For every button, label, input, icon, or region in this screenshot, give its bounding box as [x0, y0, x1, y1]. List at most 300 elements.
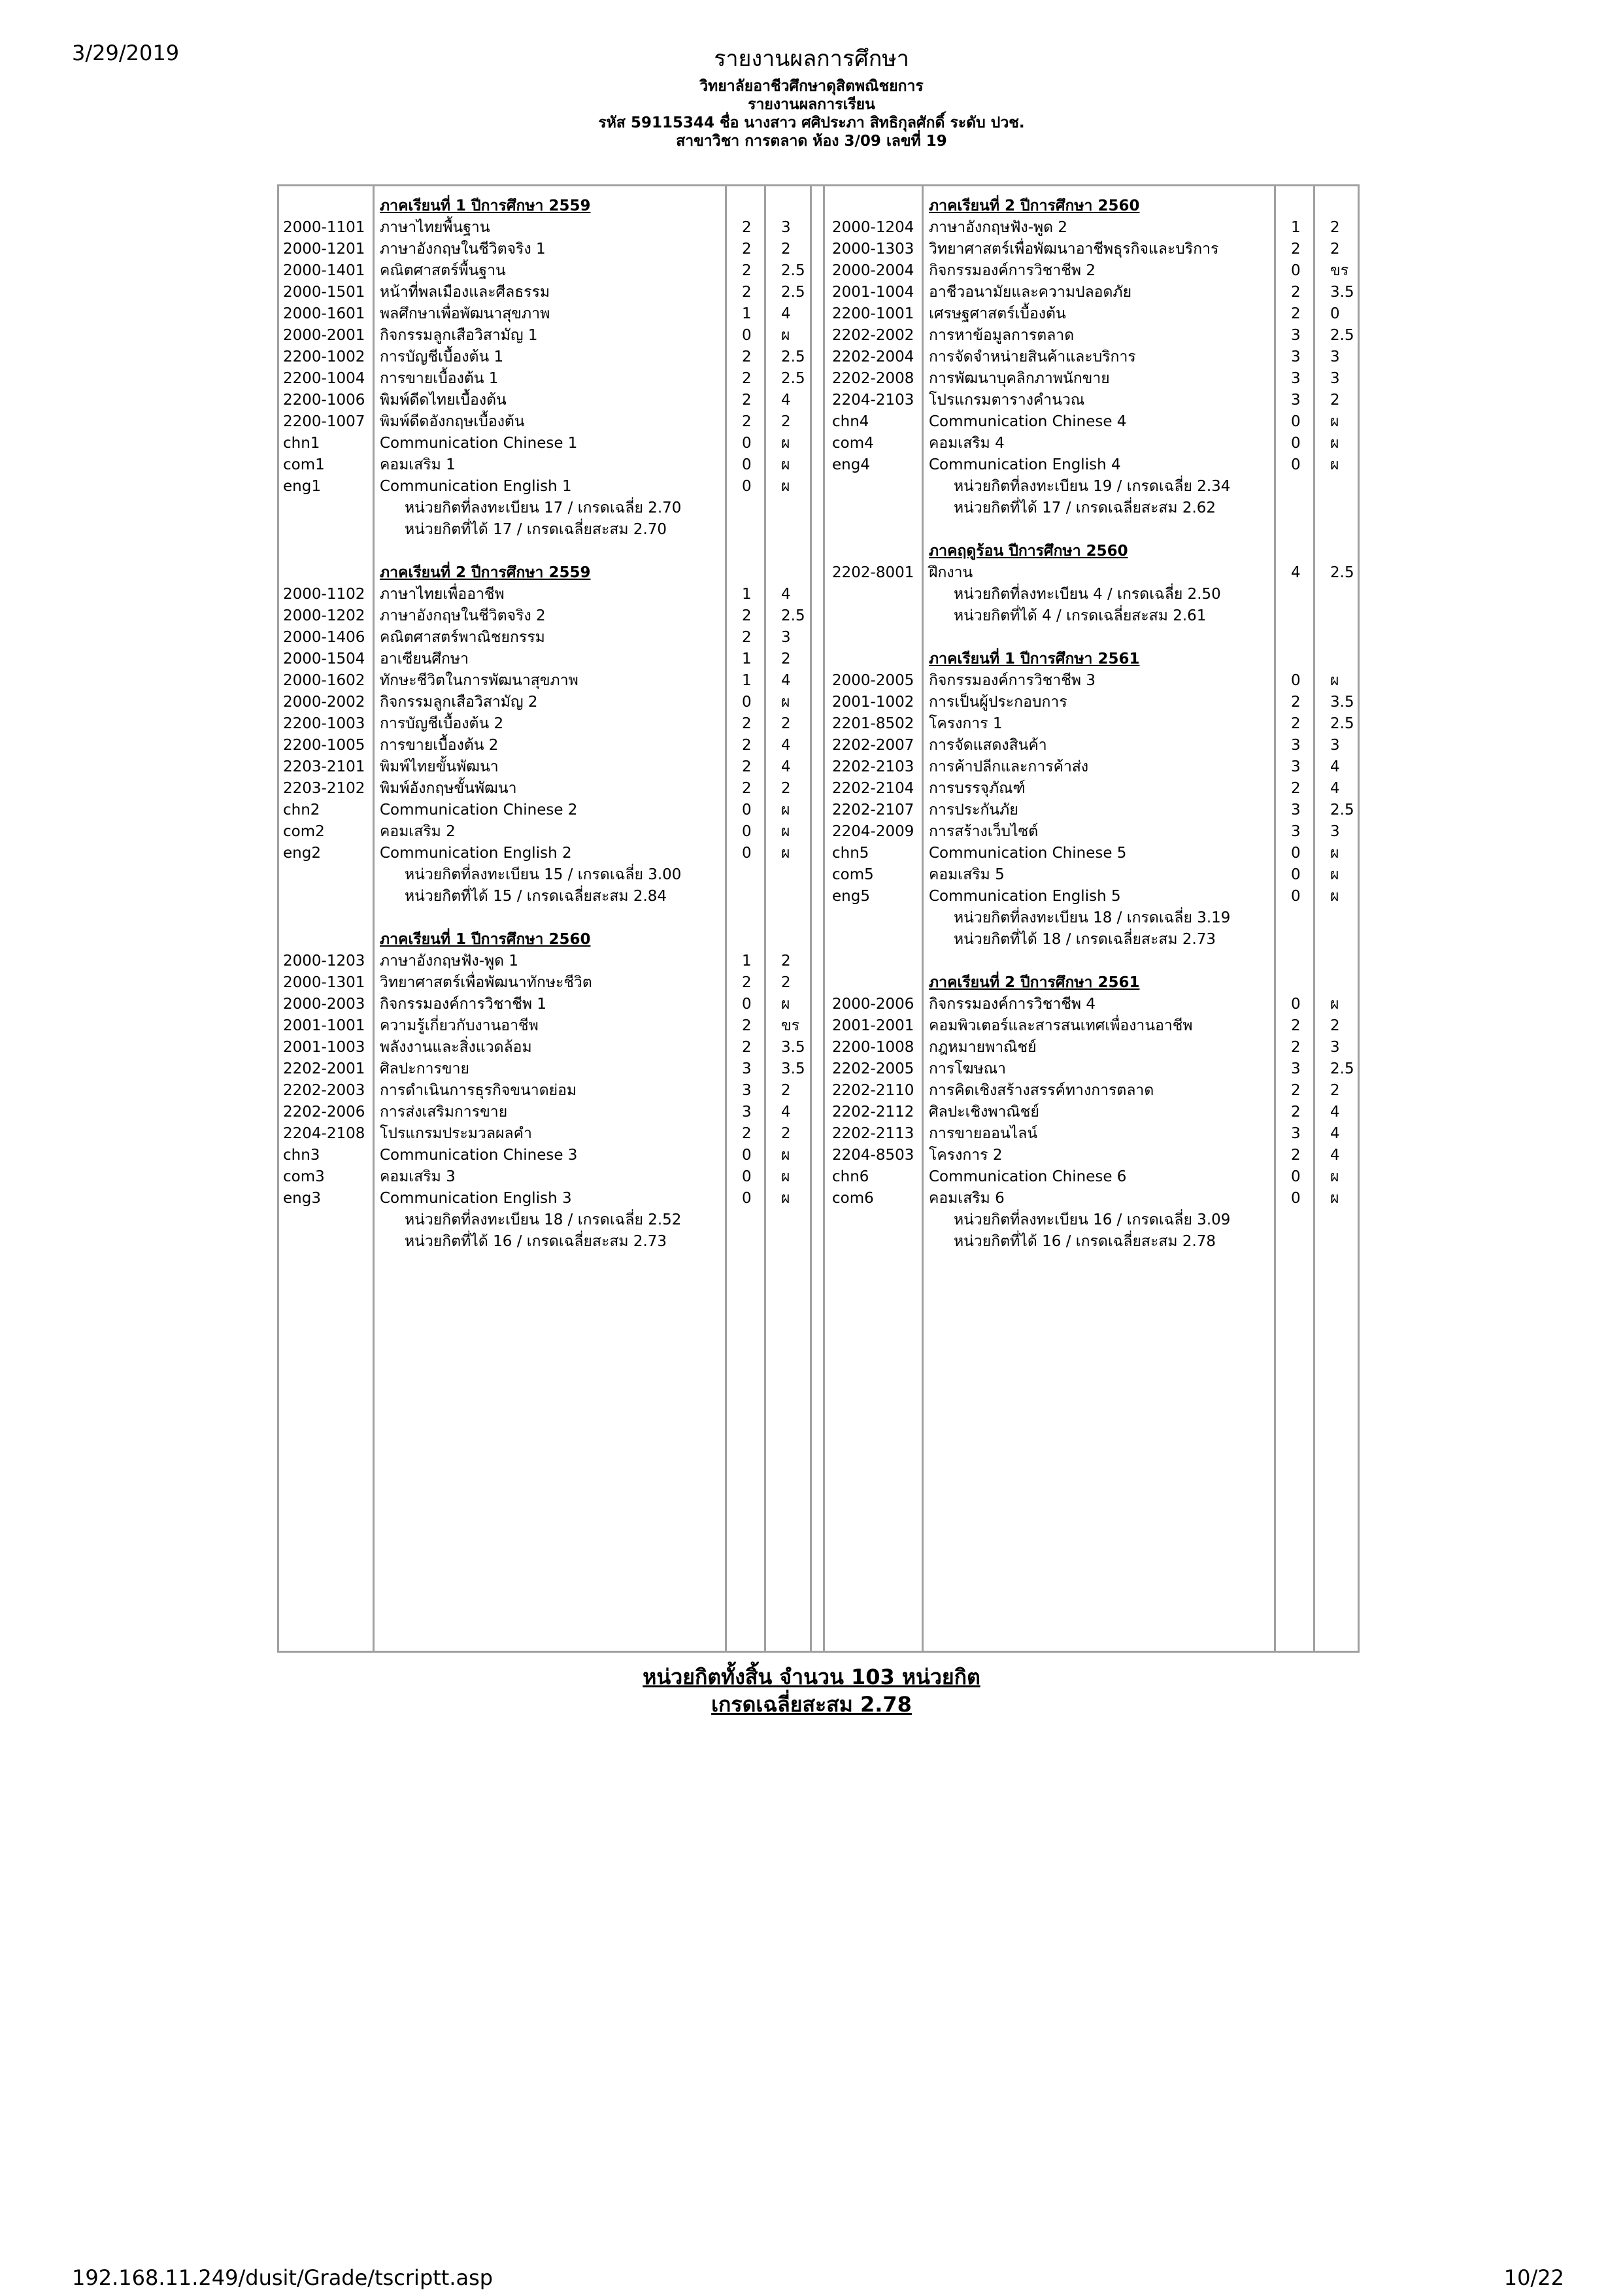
- course-name: พลังงานและสิ่งแวดล้อม: [380, 1039, 532, 1056]
- semester-summary: [279, 929, 1358, 951]
- course-name: Communication English 4: [929, 456, 1121, 473]
- course-credits: 1: [742, 650, 752, 667]
- course-row: [279, 1166, 1358, 1188]
- course-credits: 2: [742, 607, 752, 624]
- course-name: กิจกรรมลูกเสือวิสามัญ 2: [380, 694, 538, 711]
- course-credits: 2: [742, 974, 752, 991]
- course-credits: 0: [742, 1147, 752, 1164]
- course-name: การโฆษณา: [929, 1060, 1007, 1077]
- semester-title: ภาคเรียนที่ 2 ปีการศึกษา 2559: [380, 564, 591, 581]
- course-row: [279, 562, 1358, 584]
- course-grade: 4: [781, 392, 791, 409]
- course-grade: 2: [1330, 1017, 1340, 1034]
- summary-text: หน่วยกิตที่ได้ 16 / เกรดเฉลี่ยสะสม 2.78: [954, 1233, 1216, 1250]
- grade-table: [277, 184, 1360, 1653]
- course-name: พิมพ์ไทยขั้นพัฒนา: [380, 758, 499, 775]
- course-row: [279, 1058, 1358, 1080]
- course-name: คอมเสริม 1: [380, 456, 456, 473]
- course-name: พิมพ์ดีดไทยเบื้องต้น: [380, 392, 507, 409]
- course-grade: ผ: [1330, 1190, 1339, 1207]
- course-name: Communication English 1: [380, 478, 572, 495]
- course-name: การขายเบื้องต้น 1: [380, 370, 499, 387]
- course-code: eng2: [283, 845, 321, 862]
- course-name: โครงการ 2: [929, 1147, 1003, 1164]
- course-credits: 2: [742, 348, 752, 365]
- course-grade: 4: [781, 586, 791, 603]
- course-name: คอมเสริม 6: [929, 1190, 1005, 1207]
- course-grade: 3: [1330, 370, 1340, 387]
- course-code: 2000-1602: [283, 672, 365, 689]
- course-credits: 2: [742, 1017, 752, 1034]
- course-code: 2000-1301: [283, 974, 365, 991]
- course-code: 2202-2104: [832, 780, 914, 797]
- course-credits: 0: [1291, 1168, 1301, 1185]
- course-name: Communication English 2: [380, 845, 572, 862]
- course-row: [279, 282, 1358, 303]
- course-grade: 3.5: [1330, 694, 1354, 711]
- course-credits: 0: [1291, 456, 1301, 473]
- course-credits: 0: [1291, 435, 1301, 452]
- course-credits: 0: [742, 996, 752, 1013]
- course-grade: 2: [781, 1125, 791, 1142]
- course-code: 2200-1006: [283, 392, 365, 409]
- course-grade: ผ: [781, 327, 790, 344]
- course-credits: 0: [742, 1168, 752, 1185]
- course-code: 2000-2006: [832, 996, 914, 1013]
- course-code: chn1: [283, 435, 320, 452]
- course-grade: 3.5: [1330, 284, 1354, 301]
- course-name: หน้าที่พลเมืองและศีลธรรม: [380, 284, 550, 301]
- course-credits: 3: [742, 1082, 752, 1099]
- course-grade: 2: [781, 650, 791, 667]
- course-grade: ขร: [781, 1017, 800, 1034]
- summary-text: หน่วยกิตที่ได้ 4 / เกรดเฉลี่ยสะสม 2.61: [954, 607, 1207, 624]
- course-grade: 4: [1330, 1147, 1340, 1164]
- course-credits: 0: [742, 435, 752, 452]
- course-grade: 2: [781, 715, 791, 732]
- course-code: 2000-2004: [832, 262, 914, 279]
- course-code: eng5: [832, 888, 870, 905]
- course-grade: 2: [781, 1082, 791, 1099]
- course-name: การประกันภัย: [929, 802, 1018, 819]
- course-grade: 2.5: [781, 284, 805, 301]
- course-credits: 2: [1291, 1104, 1301, 1121]
- student-info: รหัส 59115344 ชื่อ นางสาว ศศิประภา สิทธิกุลศักดิ์ ระดับ ปวช.: [598, 114, 1025, 131]
- course-row: [279, 692, 1358, 713]
- course-code: 2204-8503: [832, 1147, 914, 1164]
- course-grade: ผ: [781, 1190, 790, 1207]
- course-row: [279, 1145, 1358, 1166]
- course-name: การจัดจำหน่ายสินค้าและบริการ: [929, 348, 1136, 365]
- course-credits: 2: [742, 392, 752, 409]
- course-name: โปรแกรมตารางคำนวณ: [929, 392, 1085, 409]
- course-row: [279, 260, 1358, 282]
- course-name: ศิลปะเชิงพาณิชย์: [929, 1104, 1039, 1121]
- course-grade: 3: [1330, 737, 1340, 754]
- course-name: คณิตศาสตร์พาณิชยกรรม: [380, 629, 545, 646]
- course-grade: ผ: [781, 478, 790, 495]
- summary-text: หน่วยกิตที่ได้ 15 / เกรดเฉลี่ยสะสม 2.84: [405, 888, 667, 905]
- course-code: 2202-8001: [832, 564, 914, 581]
- course-code: com6: [832, 1190, 874, 1207]
- course-grade: ขร: [1330, 262, 1349, 279]
- course-code: 2200-1005: [283, 737, 365, 754]
- course-name: การบรรจุภัณฑ์: [929, 780, 1026, 797]
- course-row: [279, 433, 1358, 454]
- course-row: [279, 411, 1358, 433]
- print-date: 3/29/2019: [72, 41, 180, 65]
- course-credits: 0: [1291, 845, 1301, 862]
- course-code: eng4: [832, 456, 870, 473]
- course-grade: 3.5: [781, 1060, 805, 1077]
- course-name: ความรู้เกี่ยวกับงานอาชีพ: [380, 1017, 539, 1034]
- college-name: วิทยาลัยอาชีวศึกษาดุสิตพณิชยการ: [699, 78, 924, 95]
- semester-title: ภาคเรียนที่ 2 ปีการศึกษา 2560: [929, 197, 1140, 214]
- semester-summary: [279, 605, 1358, 627]
- course-row: [279, 735, 1358, 756]
- semester-summary: [279, 907, 1358, 929]
- course-code: 2000-1504: [283, 650, 365, 667]
- course-grade: 2.5: [781, 262, 805, 279]
- course-row: [279, 303, 1358, 325]
- course-code: com5: [832, 866, 874, 883]
- course-credits: 3: [1291, 327, 1301, 344]
- course-name: โปรแกรมประมวลผลคำ: [380, 1125, 532, 1142]
- course-credits: 1: [1291, 219, 1301, 236]
- semester-title: ภาคเรียนที่ 1 ปีการศึกษา 2559: [380, 197, 591, 214]
- course-credits: 3: [1291, 370, 1301, 387]
- course-name: Communication Chinese 4: [929, 413, 1127, 430]
- course-name: วิทยาศาสตร์เพื่อพัฒนาอาชีพธุรกิจและบริการ: [929, 241, 1219, 258]
- total-credits: หน่วยกิตทั้งสิ้น จำนวน 103 หน่วยกิต: [643, 1664, 980, 1689]
- course-code: 2203-2101: [283, 758, 365, 775]
- course-code: 2200-1004: [283, 370, 365, 387]
- semester-summary: [279, 498, 1358, 519]
- course-row: [279, 1102, 1358, 1123]
- course-grade: 4: [781, 305, 791, 322]
- course-name: การค้าปลีกและการค้าส่ง: [929, 758, 1089, 775]
- course-name: ฝึกงาน: [929, 564, 973, 581]
- cumulative-gpa: เกรดเฉลี่ยสะสม 2.78: [711, 1692, 912, 1717]
- course-credits: 2: [742, 413, 752, 430]
- course-grade: 2.5: [781, 348, 805, 365]
- course-grade: ผ: [1330, 413, 1339, 430]
- course-code: 2000-1204: [832, 219, 914, 236]
- course-grade: 3: [1330, 348, 1340, 365]
- course-name: วิทยาศาสตร์เพื่อพัฒนาทักษะชีวิต: [380, 974, 592, 991]
- course-credits: 0: [742, 1190, 752, 1207]
- course-name: อาเซียนศึกษา: [380, 650, 469, 667]
- course-code: 2000-2002: [283, 694, 365, 711]
- course-credits: 3: [1291, 823, 1301, 840]
- course-credits: 3: [1291, 758, 1301, 775]
- course-grade: 2.5: [781, 370, 805, 387]
- course-credits: 3: [1291, 1125, 1301, 1142]
- course-credits: 2: [1291, 305, 1301, 322]
- course-grade: 3: [1330, 823, 1340, 840]
- course-code: 2200-1007: [283, 413, 365, 430]
- course-name: การขายเบื้องต้น 2: [380, 737, 499, 754]
- semester-summary: [279, 584, 1358, 605]
- course-name: การสร้างเว็บไซต์: [929, 823, 1039, 840]
- course-code: 2000-1203: [283, 953, 365, 970]
- course-grade: ผ: [781, 996, 790, 1013]
- print-page-title: รายงานผลการศึกษา: [714, 46, 909, 72]
- course-name: เศรษฐศาสตร์เบื้องต้น: [929, 305, 1066, 322]
- course-name: Communication Chinese 6: [929, 1168, 1127, 1185]
- course-grade: 2.5: [1330, 802, 1354, 819]
- course-row: [279, 1123, 1358, 1145]
- course-credits: 3: [742, 1060, 752, 1077]
- course-name: การจัดแสดงสินค้า: [929, 737, 1047, 754]
- course-grade: ผ: [781, 823, 790, 840]
- course-name: Communication Chinese 2: [380, 802, 578, 819]
- course-name: ภาษาไทยพื้นฐาน: [380, 219, 490, 236]
- course-code: 2200-1008: [832, 1039, 914, 1056]
- course-grade: 2.5: [1330, 1060, 1354, 1077]
- course-grade: 4: [1330, 1104, 1340, 1121]
- course-name: คอมเสริม 5: [929, 866, 1005, 883]
- course-code: 2202-2004: [832, 348, 914, 365]
- course-credits: 0: [1291, 888, 1301, 905]
- course-grade: 3: [781, 629, 791, 646]
- course-row: [279, 368, 1358, 390]
- course-row: [279, 864, 1358, 886]
- course-credits: 0: [742, 478, 752, 495]
- semester-heading: [279, 195, 1358, 217]
- course-code: chn3: [283, 1147, 320, 1164]
- course-credits: 2: [1291, 241, 1301, 258]
- course-code: eng1: [283, 478, 321, 495]
- course-grade: 0: [1330, 305, 1340, 322]
- course-grade: 2: [781, 413, 791, 430]
- course-code: com2: [283, 823, 325, 840]
- course-code: 2000-1406: [283, 629, 365, 646]
- report-name: รายงานผลการเรียน: [748, 96, 875, 113]
- course-code: 2000-1201: [283, 241, 365, 258]
- course-code: 2000-1401: [283, 262, 365, 279]
- summary-text: หน่วยกิตที่ได้ 17 / เกรดเฉลี่ยสะสม 2.62: [954, 499, 1216, 516]
- course-code: 2200-1001: [832, 305, 914, 322]
- course-grade: 4: [1330, 780, 1340, 797]
- course-name: การส่งเสริมการขาย: [380, 1104, 508, 1121]
- course-row: [279, 1080, 1358, 1102]
- course-grade: ผ: [1330, 672, 1339, 689]
- course-code: 2202-2006: [283, 1104, 365, 1121]
- course-name: Communication Chinese 1: [380, 435, 578, 452]
- course-code: 2000-1303: [832, 241, 914, 258]
- course-grade: 3: [1330, 1039, 1340, 1056]
- course-grade: 4: [1330, 758, 1340, 775]
- course-name: กิจกรรมองค์การวิชาชีพ 2: [929, 262, 1096, 279]
- semester-summary: [279, 1209, 1358, 1231]
- course-code: chn2: [283, 802, 320, 819]
- summary-text: หน่วยกิตที่ลงทะเบียน 19 / เกรดเฉลี่ย 2.34: [954, 478, 1231, 495]
- course-code: 2202-2112: [832, 1104, 914, 1121]
- course-code: 2001-1004: [832, 284, 914, 301]
- course-row: [279, 670, 1358, 692]
- course-credits: 2: [742, 284, 752, 301]
- course-code: 2200-1002: [283, 348, 365, 365]
- semester-heading: [279, 541, 1358, 562]
- course-grade: 2.5: [1330, 564, 1354, 581]
- course-code: 2202-2005: [832, 1060, 914, 1077]
- course-name: พิมพ์อังกฤษขั้นพัฒนา: [380, 780, 517, 797]
- course-grade: ผ: [781, 1168, 790, 1185]
- course-row: [279, 1015, 1358, 1037]
- course-credits: 2: [742, 241, 752, 258]
- course-code: 2001-1003: [283, 1039, 365, 1056]
- course-credits: 1: [742, 305, 752, 322]
- course-grade: ผ: [1330, 435, 1339, 452]
- course-name: การบัญชีเบื้องต้น 2: [380, 715, 504, 732]
- course-credits: 0: [742, 845, 752, 862]
- summary-text: หน่วยกิตที่ลงทะเบียน 18 / เกรดเฉลี่ย 2.52: [405, 1211, 682, 1228]
- course-credits: 1: [742, 672, 752, 689]
- course-credits: 2: [1291, 1147, 1301, 1164]
- course-code: 2202-2003: [283, 1082, 365, 1099]
- course-code: 2000-1102: [283, 586, 365, 603]
- course-code: chn4: [832, 413, 869, 430]
- program-info: สาขาวิชา การตลาด ห้อง 3/09 เลขที่ 19: [676, 133, 947, 150]
- course-name: การหาข้อมูลการตลาด: [929, 327, 1075, 344]
- course-name: Communication English 3: [380, 1190, 572, 1207]
- course-credits: 2: [742, 737, 752, 754]
- course-name: ภาษาอังกฤษในชีวิตจริง 2: [380, 607, 546, 624]
- course-code: 2000-2001: [283, 327, 365, 344]
- course-credits: 0: [742, 327, 752, 344]
- course-code: 2204-2108: [283, 1125, 365, 1142]
- report-header: [0, 77, 1623, 150]
- course-credits: 2: [1291, 1039, 1301, 1056]
- course-code: chn6: [832, 1168, 869, 1185]
- course-grade: 2: [781, 974, 791, 991]
- course-code: 2202-2103: [832, 758, 914, 775]
- course-grade: ผ: [781, 802, 790, 819]
- course-row: [279, 994, 1358, 1015]
- course-name: คอมเสริม 4: [929, 435, 1005, 452]
- course-grade: ผ: [781, 435, 790, 452]
- semester-title: ภาคเรียนที่ 2 ปีการศึกษา 2561: [929, 974, 1140, 991]
- course-credits: 2: [742, 1125, 752, 1142]
- course-name: กิจกรรมองค์การวิชาชีพ 3: [929, 672, 1096, 689]
- course-grade: ผ: [1330, 456, 1339, 473]
- course-grade: 4: [781, 737, 791, 754]
- course-name: การคิดเชิงสร้างสรรค์ทางการตลาด: [929, 1082, 1154, 1099]
- semester-title: ภาคเรียนที่ 1 ปีการศึกษา 2560: [380, 931, 591, 948]
- course-credits: 0: [742, 802, 752, 819]
- course-name: ภาษาอังกฤษในชีวิตจริง 1: [380, 241, 546, 258]
- course-row: [279, 1037, 1358, 1058]
- summary-text: หน่วยกิตที่ได้ 16 / เกรดเฉลี่ยสะสม 2.73: [405, 1233, 667, 1250]
- semester-title: ภาคเรียนที่ 1 ปีการศึกษา 2561: [929, 650, 1140, 667]
- course-row: [279, 454, 1358, 476]
- course-code: eng3: [283, 1190, 321, 1207]
- course-row: [279, 756, 1358, 778]
- course-credits: 2: [742, 219, 752, 236]
- course-code: 2203-2102: [283, 780, 365, 797]
- course-row: [279, 778, 1358, 800]
- course-code: 2202-2107: [832, 802, 914, 819]
- summary-text: หน่วยกิตที่ลงทะเบียน 4 / เกรดเฉลี่ย 2.50: [954, 586, 1221, 603]
- course-name: คอมเสริม 2: [380, 823, 456, 840]
- course-credits: 3: [1291, 392, 1301, 409]
- semester-title: ภาคฤดูร้อน ปีการศึกษา 2560: [929, 543, 1128, 560]
- course-code: 2202-2007: [832, 737, 914, 754]
- semester-summary: [279, 519, 1358, 541]
- course-name: คอมพิวเตอร์และสารสนเทศเพื่องานอาชีพ: [929, 1017, 1193, 1034]
- course-code: 2001-2001: [832, 1017, 914, 1034]
- course-credits: 2: [742, 629, 752, 646]
- course-row: [279, 821, 1358, 843]
- course-grade: 2: [1330, 392, 1340, 409]
- course-grade: ผ: [781, 1147, 790, 1164]
- course-credits: 3: [1291, 802, 1301, 819]
- course-name: พิมพ์ดีดอังกฤษเบื้องต้น: [380, 413, 525, 430]
- course-code: 2000-2005: [832, 672, 914, 689]
- course-credits: 2: [1291, 780, 1301, 797]
- course-credits: 2: [742, 715, 752, 732]
- course-credits: 0: [1291, 1190, 1301, 1207]
- course-grade: ผ: [1330, 866, 1339, 883]
- course-credits: 0: [1291, 996, 1301, 1013]
- course-credits: 2: [742, 370, 752, 387]
- course-code: 2000-1501: [283, 284, 365, 301]
- course-name: ภาษาอังกฤษฟัง-พูด 1: [380, 953, 519, 970]
- course-row: [279, 800, 1358, 821]
- course-code: 2200-1003: [283, 715, 365, 732]
- course-row: [279, 217, 1358, 239]
- course-name: การบัญชีเบื้องต้น 1: [380, 348, 504, 365]
- summary-text: หน่วยกิตที่ลงทะเบียน 16 / เกรดเฉลี่ย 3.09: [954, 1211, 1231, 1228]
- course-name: การดำเนินการธุรกิจขนาดย่อม: [380, 1082, 577, 1099]
- course-credits: 0: [742, 823, 752, 840]
- semester-summary: [279, 476, 1358, 498]
- course-credits: 3: [1291, 348, 1301, 365]
- course-credits: 3: [742, 1104, 752, 1121]
- course-grade: 2.5: [1330, 327, 1354, 344]
- course-row: [279, 627, 1358, 649]
- course-row: [279, 390, 1358, 411]
- course-credits: 2: [742, 780, 752, 797]
- course-credits: 1: [742, 953, 752, 970]
- course-code: com4: [832, 435, 874, 452]
- course-credits: 0: [742, 694, 752, 711]
- course-credits: 2: [1291, 284, 1301, 301]
- course-row: [279, 325, 1358, 346]
- print-page-number: 10/22: [1503, 2265, 1564, 2290]
- course-name: การพัฒนาบุคลิกภาพนักขาย: [929, 370, 1110, 387]
- course-grade: 4: [781, 1104, 791, 1121]
- course-credits: 2: [1291, 715, 1301, 732]
- course-grade: 2.5: [1330, 715, 1354, 732]
- course-name: การขายออนไลน์: [929, 1125, 1038, 1142]
- course-name: Communication English 5: [929, 888, 1121, 905]
- course-credits: 2: [742, 1039, 752, 1056]
- course-name: ภาษาอังกฤษฟัง-พูด 2: [929, 219, 1068, 236]
- course-grade: 2: [1330, 219, 1340, 236]
- course-name: กิจกรรมองค์การวิชาชีพ 4: [929, 996, 1096, 1013]
- course-name: โครงการ 1: [929, 715, 1003, 732]
- print-url: 192.168.11.249/dusit/Grade/tscriptt.asp: [72, 2265, 494, 2290]
- course-credits: 3: [1291, 737, 1301, 754]
- course-code: 2204-2103: [832, 392, 914, 409]
- course-row: [279, 843, 1358, 864]
- course-grade: 3: [781, 219, 791, 236]
- course-grade: 4: [1330, 1125, 1340, 1142]
- course-grade: ผ: [781, 845, 790, 862]
- course-name: กฎหมายพาณิชย์: [929, 1039, 1037, 1056]
